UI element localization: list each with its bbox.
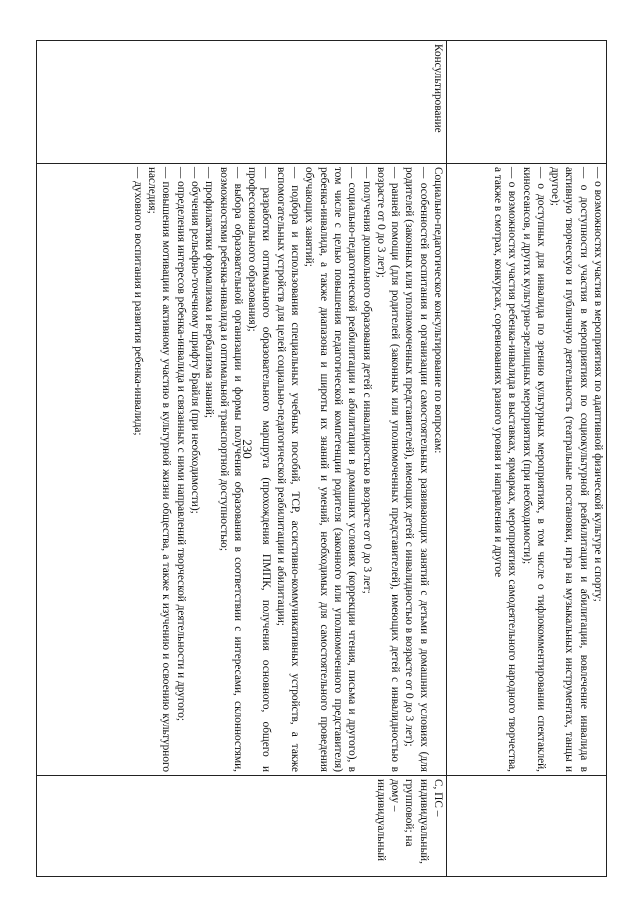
- content-line: — разработки оптимального образовательного маршрута (прохождения ПМПК, получения основного, общего и профессионального образования);: [246, 167, 273, 772]
- content-line: — повышения мотивации к активному участию в культурной жизни общества, а также к изучению и освоению культурного наследия;: [146, 167, 173, 772]
- table-row: [447, 41, 607, 877]
- service-form-cell: [37, 776, 447, 877]
- content-line: — профилактики формализма и вербализма знаний;: [203, 167, 216, 419]
- content-line: — о возможностях участия ребенка-инвалида в выставках, ярмарках, мероприятиях самодеятельного народного творчества, а также в смотрах, конкурсах, соревнованиях разного уровня и направления и другое: [491, 167, 519, 772]
- page-number: 230: [240, 439, 255, 459]
- content-line: — получения дошкольного образования детей с инвалидностью в возрасте от 0 до 3 лет;: [360, 167, 373, 594]
- content-line: — социально-педагогической реабилитации и абилитации в домашних условиях (коррекции чтения, письма и другого), в том числе с целью повышения педагогической компетенции родителя (законного или уполномоченного представителя) ребенка-инвалида, а также диапазона и широты их знаний и умений, необходимых для самостоятельного проведения обучающих занятий;: [303, 167, 359, 772]
- rotated-page-content: [37, 40, 607, 876]
- content-line: — о доступности участия в мероприятиях по социокультурной реабилитации и абилитации, вовлечение инвалида в активную творческую и публичную деятельность (театральные постановки, игра на музыкальных инструментах, танцы и другое);: [549, 167, 590, 772]
- content-line: — о доступных для инвалида по зрению культурных мероприятиях, в том числе о тифлокомментировании спектаклей, киносеансов, и других культурно-зрелищных мероприятиях (при необходимости);: [520, 167, 547, 772]
- table-row: [37, 41, 447, 877]
- content-line: — выбора образовательной организации и формы получения образования в соответствии с интересами, склонностями, возможностями ребенка-инвалида и оптимальной транспортной доступностью;: [217, 167, 244, 772]
- service-form-text: С, ПС – индивидуальный, групповой; на дому – индивидуальный: [374, 779, 444, 864]
- service-form-cell: [447, 776, 607, 877]
- service-name-cell: Консультирование: [37, 41, 447, 164]
- content-line: — подбора и использования специальных учебных пособий, ТСР, ассистивно-коммуникативных устройств, а также вспомогательных устройств для целей социально-педагогической реабилитации и абилитации;: [274, 167, 302, 772]
- service-content-cell: [447, 164, 607, 776]
- content-line: Социально-педагогическое консультирование по вопросам:: [432, 167, 444, 454]
- content-line: — духовного воспитания и развития ребенка-инвалида;: [131, 167, 144, 436]
- services-table: [36, 40, 607, 877]
- content-line: — особенностей воспитания и организации самостоятельных развивающих занятий с детьми в домашних условиях (для родителей (законных или уполномоченных представителей), имеющих детей с инвалидностью в возрасте от 0 до 3 лет);: [403, 167, 430, 772]
- content-line: — о возможностях участия в мероприятиях по адаптивной физической культуре и спорту;: [592, 167, 604, 602]
- content-line: — определения интересов ребенка-инвалида и связанных с ними направлений творческой деятельности и другого;: [174, 167, 187, 722]
- content-line: — ранней помощи (для родителей (законных или уполномоченных представителей), имеющих детей с инвалидностью в возрасте от 0 до 3 лет);: [374, 167, 402, 772]
- service-name-cell: [447, 41, 607, 164]
- service-content-cell: [37, 164, 447, 776]
- content-line: — обучения рельефно-точечному шрифту Брайля (при необходимости);: [188, 167, 201, 514]
